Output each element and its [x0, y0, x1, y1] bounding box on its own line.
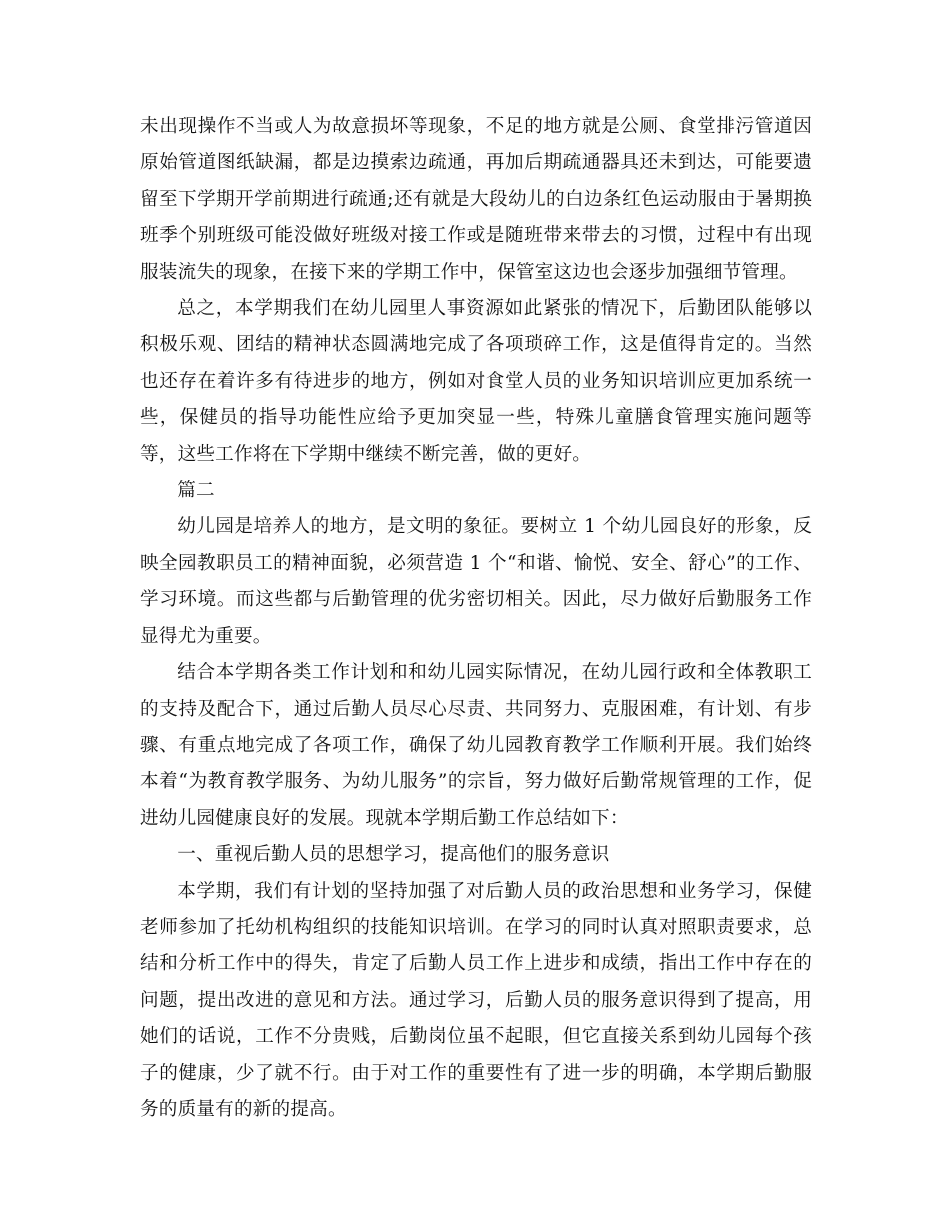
paragraph-5: 本学期，我们有计划的坚持加强了对后勤人员的政治思想和业务学习，保健老师参加了托幼机构组织的技能知识培训。在学习的同时认真对照职责要求，总结和分析工作中的得失，肯定了后勤人员工作上进步和成绩，指出工作中存在的问题，提出改进的意见和方法。通过学习，后勤人员的服务意识得到了提高，用她们的话说，工作不分贵贱，后勤岗位虽不起眼，但它直接关系到幼儿园每个孩子的健康，少了就不行。由于对工作的重要性有了进一步的明确，本学期后勤服务的质量有的新的提高。 [140, 880, 812, 1120]
section-heading-part-two: 篇二 [177, 480, 215, 502]
paragraph-3: 幼儿园是培养人的地方，是文明的象征。要树立 1 个幼儿园良好的形象，反映全园教职员工的精神面貌，必须营造 1 个“和谐、愉悦、安全、舒心”的工作、学习环境。而这些都与后勤管理的优劣密切相关。因此，尽力做好后勤服务工作显得尤为重要。 [140, 516, 812, 647]
section-heading-one: 一、重视后勤人员的思想学习，提高他们的服务意识 [177, 844, 610, 866]
paragraph-4: 结合本学期各类工作计划和和幼儿园实际情况，在幼儿园行政和全体教职工的支持及配合下，通过后勤人员尽心尽责、共同努力、克服困难，有计划、有步骤、有重点地完成了各项工作，确保了幼儿园教育教学工作顺利开展。我们始终本着“为教育教学服务、为幼儿服务”的宗旨，努力做好后勤常规管理的工作，促进幼儿园健康良好的发展。现就本学期后勤工作总结如下： [140, 662, 812, 829]
paragraph-1: 未出现操作不当或人为故意损坏等现象，不足的地方就是公厕、食堂排污管道因原始管道图纸缺漏，都是边摸索边疏通，再加后期疏通器具还未到达，可能要遗留至下学期开学前期进行疏通;还有就是大段幼儿的白边条红色运动服由于暑期换班季个别班级可能没做好班级对接工作或是随班带来带去的习惯，过程中有出现服装流失的现象，在接下来的学期工作中，保管室这边也会逐步加强细节管理。 [140, 116, 812, 283]
paragraph-2: 总之，本学期我们在幼儿园里人事资源如此紧张的情况下，后勤团队能够以积极乐观、团结的精神状态圆满地完成了各项琐碎工作，这是值得肯定的。当然也还存在着许多有待进步的地方，例如对食堂人员的业务知识培训应更加系统一些，保健员的指导功能性应给予更加突显一些，特殊儿童膳食管理实施问题等等，这些工作将在下学期中继续不断完善，做的更好。 [140, 298, 812, 465]
document-body [140, 109, 812, 1128]
